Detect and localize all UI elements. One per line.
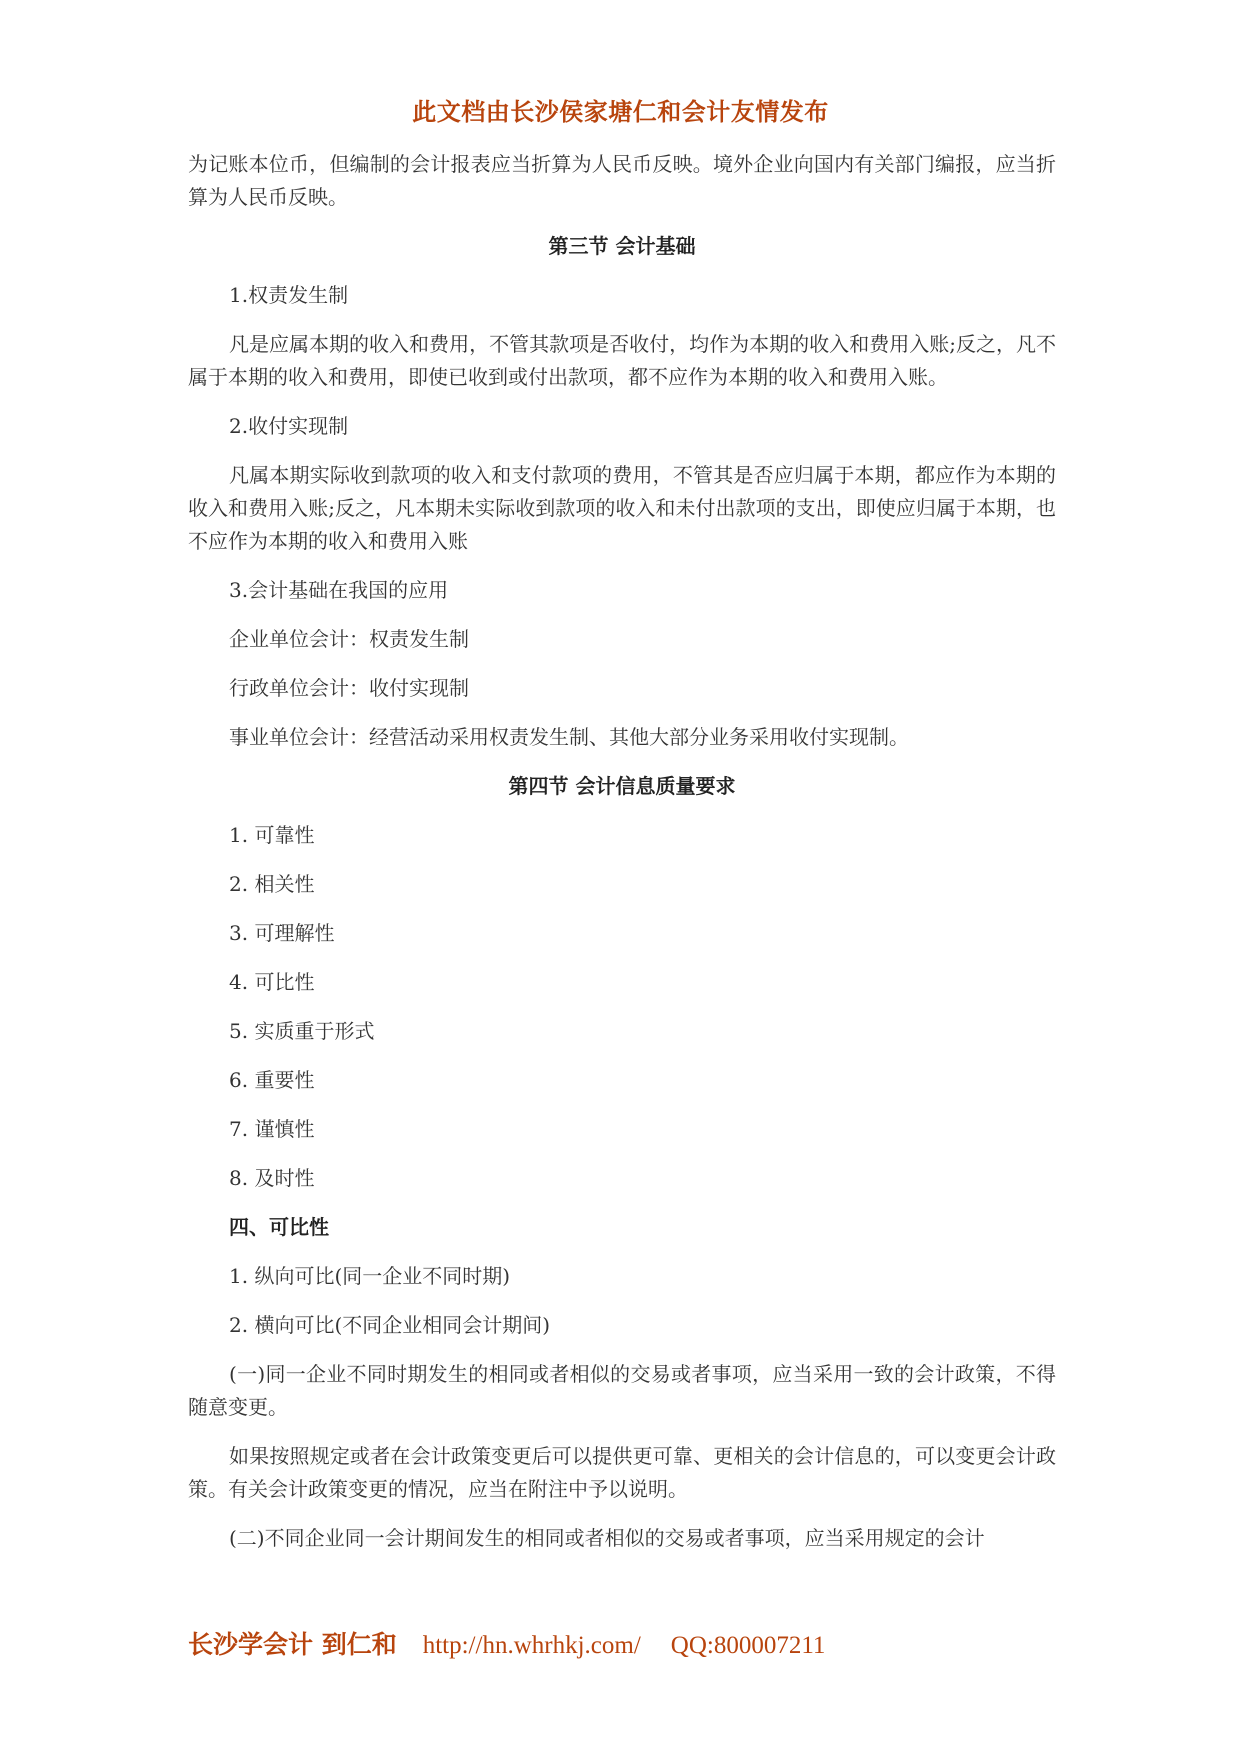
intro-paragraph: 为记账本位币，但编制的会计报表应当折算为人民币反映。境外企业向国内有关部门编报，应当折算为人民币反映。 — [188, 152, 1056, 209]
application-enterprise: 企业单位会计：权责发生制 — [229, 627, 469, 651]
comparability-paragraph-3: (二)不同企业同一会计期间发生的相同或者相似的交易或者事项，应当采用规定的会计 — [229, 1526, 985, 1550]
accrual-basis-description: 凡是应属本期的收入和费用，不管其款项是否收付，均作为本期的收入和费用入账;反之，凡不属于本期的收入和费用，即使已收到或付出款项，都不应作为本期的收入和费用入账。 — [188, 332, 1056, 389]
document-body — [188, 148, 1056, 1571]
section-heading-accounting-basis: 第三节 会计基础 — [548, 234, 696, 258]
footer-brand: 长沙学会计 到仁和 — [188, 1630, 397, 1659]
requirement-item: 5. 实质重于形式 — [229, 1019, 375, 1043]
document-header-title: 此文档由长沙侯家塘仁和会计友情发布 — [412, 98, 829, 126]
application-administrative: 行政单位会计：收付实现制 — [229, 676, 469, 700]
accrual-basis-title: 1.权责发生制 — [229, 283, 349, 307]
section-heading-quality-requirements: 第四节 会计信息质量要求 — [508, 774, 736, 798]
requirement-item: 8. 及时性 — [229, 1166, 315, 1190]
comparability-type-vertical: 1. 纵向可比(同一企业不同时期) — [229, 1264, 511, 1288]
footer-qq: QQ:800007211 — [670, 1632, 826, 1659]
requirement-item: 3. 可理解性 — [229, 921, 335, 945]
comparability-paragraph-2: 如果按照规定或者在会计政策变更后可以提供更可靠、更相关的会计信息的，可以变更会计政策。有关会计政策变更的情况，应当在附注中予以说明。 — [188, 1444, 1056, 1501]
document-footer — [188, 1625, 825, 1661]
basis-application-title: 3.会计基础在我国的应用 — [229, 578, 449, 602]
requirement-item: 7. 谨慎性 — [229, 1117, 315, 1141]
cash-basis-title: 2.收付实现制 — [229, 414, 349, 438]
requirement-item: 4. 可比性 — [229, 970, 315, 994]
requirement-item: 6. 重要性 — [229, 1068, 315, 1092]
requirement-item: 1. 可靠性 — [229, 823, 315, 847]
cash-basis-description: 凡属本期实际收到款项的收入和支付款项的费用，不管其是否应归属于本期，都应作为本期的收入和费用入账;反之，凡本期未实际收到款项的收入和未付出款项的支出，即使应归属于本期，也不应作为本期的收入和费用入账 — [188, 463, 1056, 553]
comparability-type-horizontal: 2. 横向可比(不同企业相同会计期间) — [229, 1313, 551, 1337]
requirement-item: 2. 相关性 — [229, 872, 315, 896]
comparability-paragraph-1: (一)同一企业不同时期发生的相同或者相似的交易或者事项，应当采用一致的会计政策，不得随意变更。 — [188, 1362, 1056, 1419]
footer-url-link[interactable]: http://hn.whrhkj.com/ — [422, 1632, 641, 1659]
application-institution: 事业单位会计：经营活动采用权责发生制、其他大部分业务采用收付实现制。 — [229, 725, 909, 749]
comparability-heading: 四、可比性 — [229, 1215, 329, 1239]
